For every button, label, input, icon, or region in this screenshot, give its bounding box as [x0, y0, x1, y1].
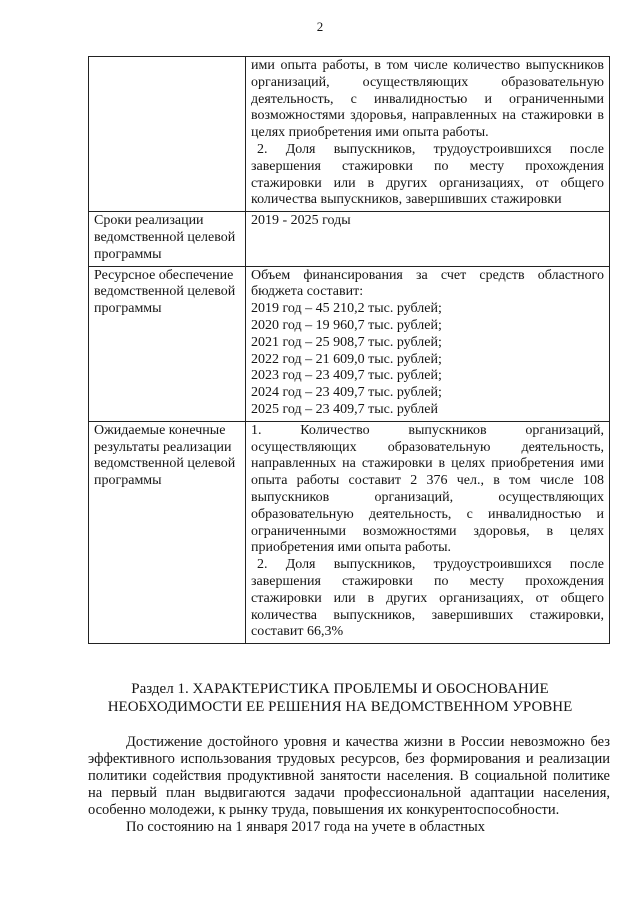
section-heading — [60, 680, 620, 716]
funding-year: 2025 год – 23 409,7 тыс. рублей — [251, 401, 438, 417]
row1-left-cell — [89, 57, 246, 212]
indicator-2-share: 2. Доля выпускников, трудоустроившихся после завершения стажировки по месту прохождения стажировки или в других организациях, от общего количества выпускников, завершивших стажировки — [251, 141, 604, 208]
period-label: Сроки реализации ведомственной целевой программы — [89, 212, 246, 266]
section-heading-line-1: Раздел 1. ХАРАКТЕРИСТИКА ПРОБЛЕМЫ И ОБОСНОВАНИЕ — [131, 681, 549, 697]
table-row — [89, 421, 610, 643]
result-2-share: 2. Доля выпускников, трудоустроившихся после завершения стажировки по месту прохождения стажировки или в других организациях, от общего количества выпускников, завершивших стажировки, составит 66,3% — [251, 557, 604, 640]
section-heading-line-2: НЕОБХОДИМОСТИ ЕЕ РЕШЕНИЯ НА ВЕДОМСТВЕННОМ УРОВНЕ — [107, 699, 573, 715]
table-row — [89, 212, 610, 266]
table-row — [89, 57, 610, 212]
funding-year: 2021 год – 25 908,7 тыс. рублей; — [251, 334, 442, 350]
paragraph: По состоянию на 1 января 2017 года на учете в областных — [126, 818, 485, 835]
row1-right-cell — [246, 57, 610, 212]
funding-cell — [246, 266, 610, 421]
paragraph: Достижение достойного уровня и качества жизни в России невозможно без эффективного использования трудовых ресурсов, без формирования и реализации политики содействия продуктивной занятости населения. В социальной политике на первый план выдвигаются задачи профессиональной адаптации населения, особенно молодежи, к рынку труда, повышения их конкурентоспособности. — [88, 734, 610, 818]
funding-intro: Объем финансирования за счет средств областного бюджета составит: — [251, 267, 604, 300]
period-value: 2019 - 2025 годы — [246, 212, 610, 266]
program-passport-table — [88, 56, 610, 644]
funding-year: 2019 год – 45 210,2 тыс. рублей; — [251, 301, 442, 317]
table-row — [89, 266, 610, 421]
funding-year: 2022 год – 21 609,0 тыс. рублей; — [251, 351, 442, 367]
funding-label: Ресурсное обеспечение ведомственной целевой программы — [89, 266, 246, 421]
funding-year: 2024 год – 23 409,7 тыс. рублей; — [251, 385, 442, 401]
result-1-count: 1. Количество выпускников организаций, осуществляющих образовательную деятельность, направленных на стажировки в целях приобретения ими опыта работы составит 2 376 чел., в том числе 108 выпускников организаций, осуществляющих образовательную деятельность, с инвалидностью и ограниченными возможностями здоровья, в целях приобретения ими опыта работы. — [251, 422, 604, 556]
results-cell — [246, 421, 610, 643]
section-body — [88, 734, 610, 835]
funding-year: 2023 год – 23 409,7 тыс. рублей; — [251, 368, 442, 384]
indicators-continuation: ими опыта работы, в том числе количество выпускников организаций, осуществляющих образовательную деятельность, с инвалидностью и ограниченными возможностями здоровья, направленных на стажировки в целях приобретения ими опыта работы. — [251, 58, 604, 141]
page-number: 2 — [316, 19, 324, 34]
results-label: Ожидаемые конечные результаты реализации ведомственной целевой программы — [89, 421, 246, 643]
funding-year: 2020 год – 19 960,7 тыс. рублей; — [251, 317, 442, 333]
